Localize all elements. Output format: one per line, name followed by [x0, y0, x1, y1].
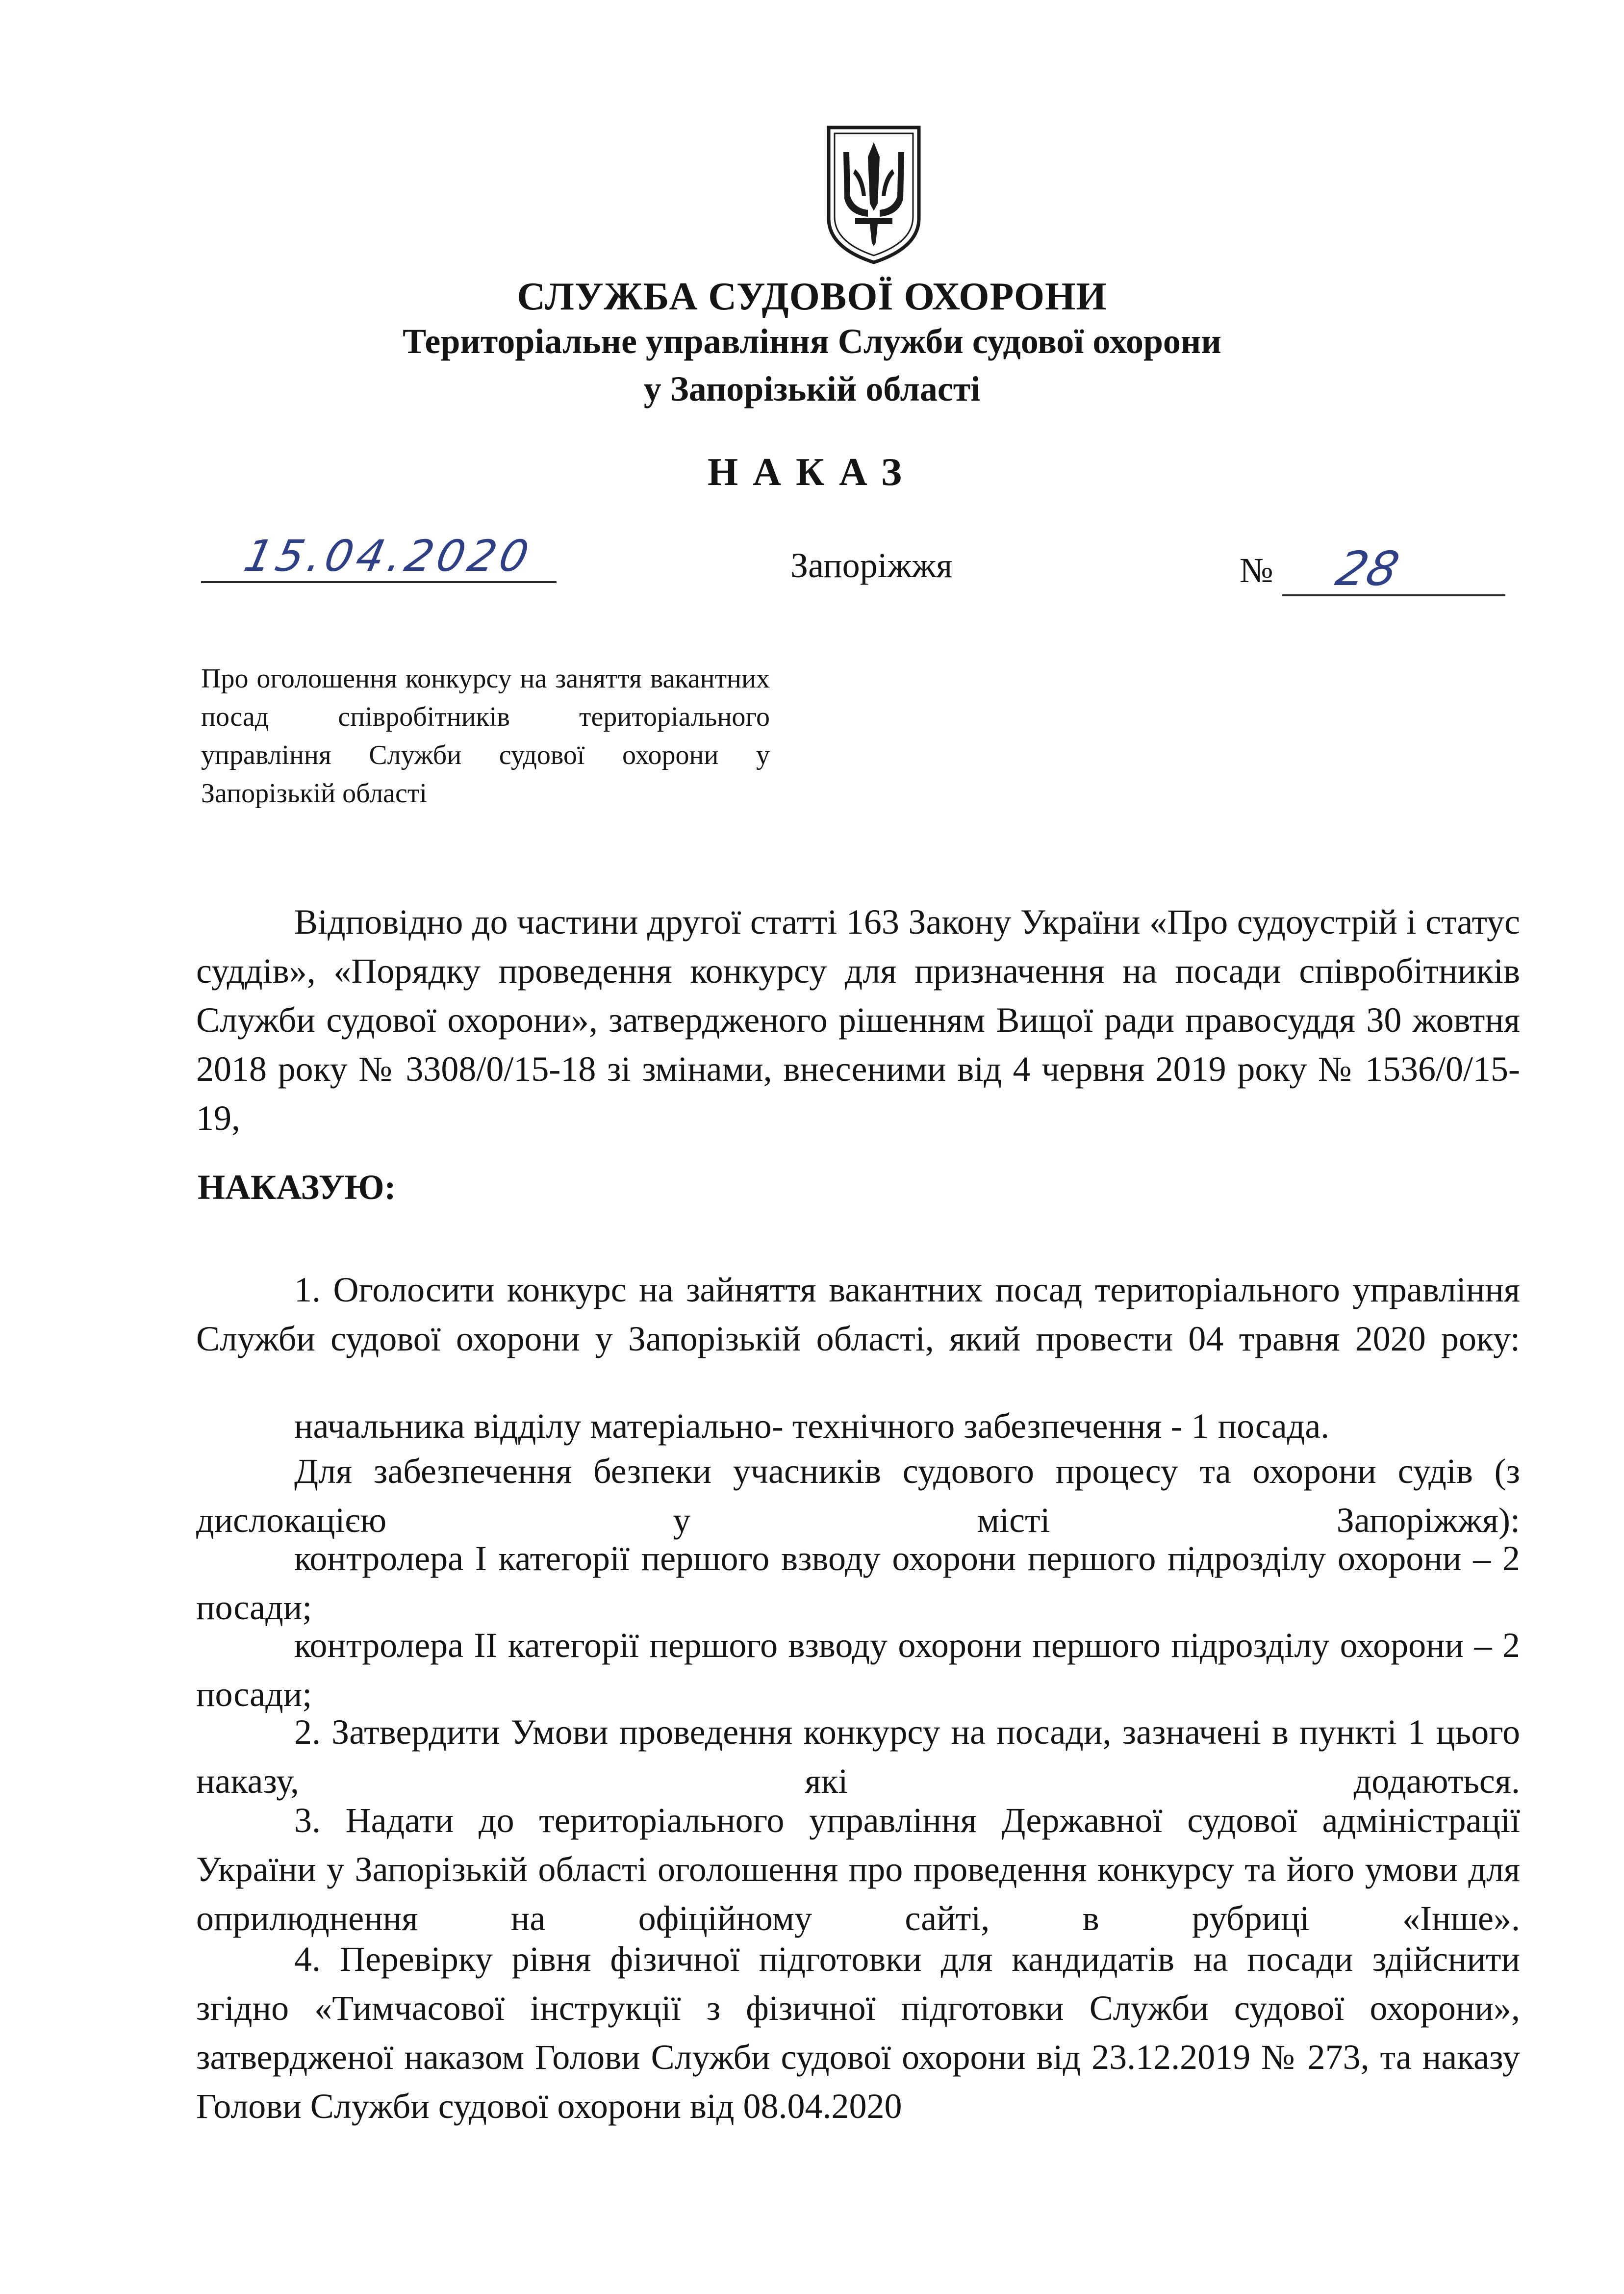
item-1-controller-cat2: контролера II категорії першого взводу охорони першого підрозділу охорони – 2 посади; — [196, 1626, 1520, 1714]
place-of-issue: Запоріжжя — [790, 546, 953, 585]
item-1-security-intro: Для забезпечення безпеки учасників судового процесу та охорони судів (з дислокацією у місті Запоріжжя): — [196, 1452, 1520, 1540]
document-type: НАКАЗ — [707, 451, 916, 494]
item-3: 3. Надати до територіального управління Державної судової адміністрації України у Запорізькій області оголошення про проведення конкурсу та його умови для оприлюднення на офіційному сайті, в рубриці «Інше». — [196, 1801, 1520, 1938]
handwritten-date: 15.04.2020 — [240, 531, 537, 581]
preamble-paragraph: Відповідно до частини другої статті 163 Закону України «Про судоустрій і статус суддів», «Порядку проведення конкурсу для призначення на посади співробітників Служби судової охорони», затвердженого рішенням Вищої ради правосуддя 30 жовтня 2018 року № 3308/0/15-18 зі змінами, внесеними від 4 червня 2019 року № 1536/0/15-19, — [196, 902, 1520, 1138]
item-1-controller-cat1: контролера I категорії першого взводу охорони першого підрозділу охорони – 2 посади; — [196, 1539, 1520, 1627]
order-heading: НАКАЗУЮ: — [198, 1168, 396, 1207]
number-sign: № — [1240, 551, 1273, 590]
item-1-position-head: начальника відділу матеріально- технічного забезпечення - 1 посада. — [294, 1406, 1330, 1446]
number-underline — [1282, 594, 1505, 596]
order-subject: Про оголошення конкурсу на заняття вакантних посад співробітників територіального управління Служби судової охорони у Запорізькій області — [201, 663, 770, 809]
item-4: 4. Перевірку рівня фізичної підготовки для кандидатів на посади здійснити згідно «Тимчасової інструкції з фізичної підготовки Служби судової охорони», затвердженої наказом Голови Служби судової охорони від 23.12.2019 № 273, та наказу Голови Служби судової охорони від 08.04.2020 — [196, 1939, 1520, 2126]
org-region: у Запорізькій області — [643, 369, 981, 408]
handwritten-number: 28 — [1331, 541, 1405, 596]
item-2: 2. Затвердити Умови проведення конкурсу на посади, зазначені в пункті 1 цього наказу, які додаються. — [196, 1712, 1520, 1801]
org-title: СЛУЖБА СУДОВОЇ ОХОРОНИ — [517, 275, 1107, 318]
item-1: 1. Оголосити конкурс на зайняття вакантних посад територіального управління Служби судової охорони у Запорізькій області, який провести 04 травня 2020 року: — [196, 1270, 1520, 1358]
date-underline — [201, 581, 557, 583]
coat-of-arms-trident-icon — [825, 123, 923, 265]
org-subtitle: Територіальне управління Служби судової охорони — [403, 322, 1221, 361]
